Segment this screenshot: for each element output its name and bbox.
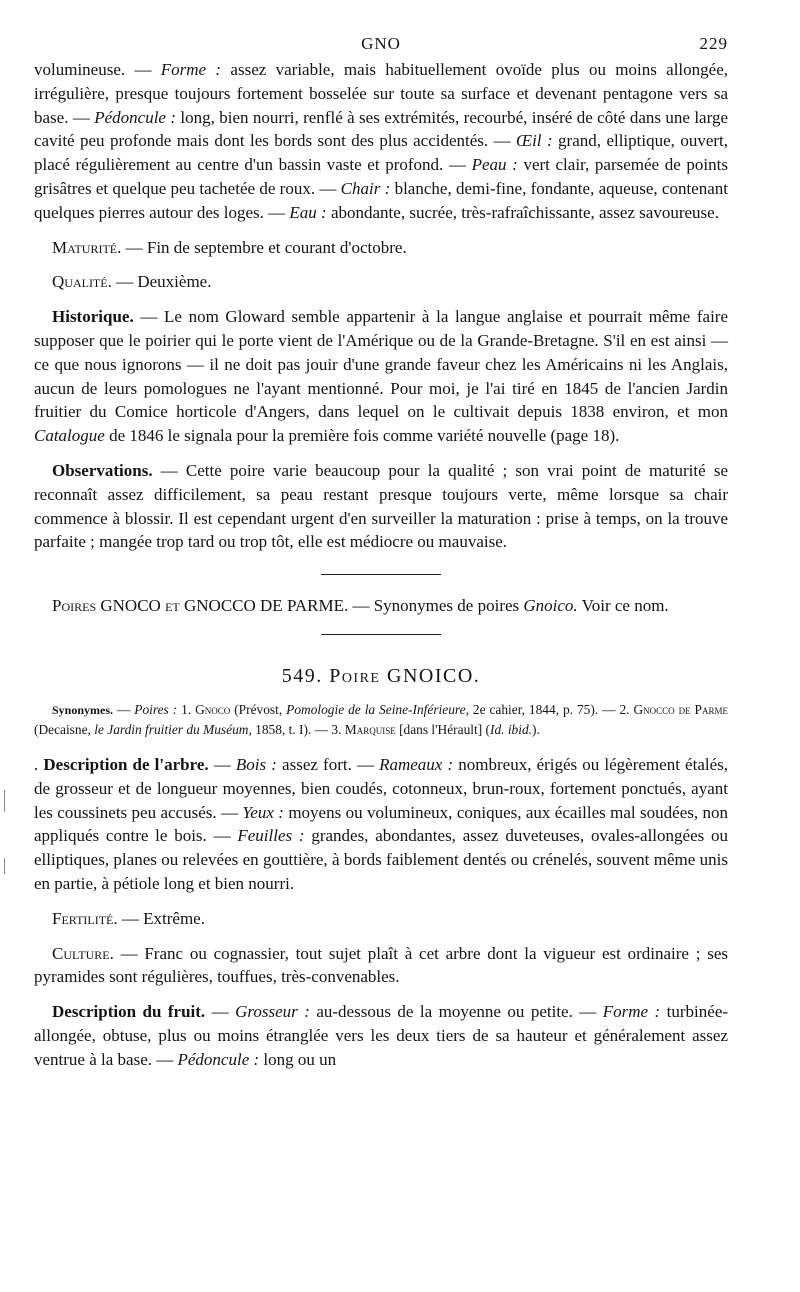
observations-paragraph: Observations. — Cette poire varie beaucoup pour la qualité ; son vrai point de maturité se reconnaît assez difficilement, sa peau restant presque toujours verte, même lorsque sa chair commence à blossir. Il est cependant urgent d'en surveiller la maturation : prise à temps, on la trouve parfaite ; mangée trop tard ou trop tôt, elle est médiocre ou mauvaise.	[34, 460, 728, 552]
culture-paragraph: Culture. — Franc ou cognassier, tout sujet plaît à cet arbre dont la vigueur est ordinaire ; ses pyramides sont régulières, touffues, très-convenables.	[34, 943, 728, 987]
synonymes-paragraph: Synonymes. — Poires : 1. Gnoco (Prévost, Pomologie de la Seine-Inférieure, 2e cahier, 1844, p. 75). — 2. Gnocco de Parme (Decaisne, le Jardin fruitier du Muséum, 1858, t. I). — 3. Marquise [dans l'Hérault] (Id. ibid.).	[34, 701, 728, 738]
section-divider	[321, 634, 441, 635]
arbre-paragraph: . Description de l'arbre. — Bois : assez fort. — Rameaux : nombreux, érigés ou légèrement étalés, de grosseur et de longueur moyennes, bien coudés, cotonneux, brun-roux, fortement ponctués, ayant les coussinets peu accusés. — Yeux : moyens ou volumineux, coniques, aux écailles mal soudées, non appliqués contre le bois. — Feuilles : grandes, abondantes, assez duveteuses, ovales-allongées ou elliptiques, planes ou relevées en gouttière, à bords faiblement dentés ou crénelés, souvent même unis en partie, à pétiole long et bien nourri.	[34, 754, 729, 893]
fruit-description-continued: volumineuse. — Forme : assez variable, mais habituellement ovoïde plus ou moins allongée, irrégulière, presque toujours fortement bosselée sur toute sa surface et devenant pentagone vers sa base. — Pédoncule : long, bien nourri, renflé à ses extrémités, recourbé, inséré de côté dans une large cavité peu profonde mais dont les bords sont des plus accidentés. — Œil : grand, elliptique, ouvert, placé régulièrement au centre d'un bassin vaste et profond. — Peau : vert clair, parsemée de points grisâtres et quelque peu tachetée de roux. — Chair : blanche, demi-fine, fondante, aqueuse, contenant quelques pierres autour des loges. — Eau : abondante, sucrée, très-rafraîchissante, assez savoureuse.	[34, 60, 729, 222]
section-divider	[321, 574, 441, 575]
synonym-note: Poires GNOCO et GNOCCO DE PARME. — Synonymes de poires Gnoico. Voir ce nom.	[52, 596, 669, 616]
entry-heading	[34, 652, 728, 700]
entry-poire: Poire	[329, 664, 381, 687]
running-title: GNO	[361, 34, 401, 53]
page	[34, 30, 728, 1072]
running-head	[34, 30, 728, 58]
fertilite-paragraph: Fertilité. — Extrême.	[52, 908, 205, 928]
entry-name: GNOICO.	[387, 664, 481, 687]
qualite-paragraph: Qualité. — Deuxième.	[52, 272, 212, 292]
historique-paragraph: Historique. — Le nom Gloward semble appartenir à la langue anglaise et pourrait même faire supposer que le poirier qui le porte vient de l'Amérique ou de la Grande-Bretagne. S'il en est ainsi — ce que nous ignorons — il ne doit pas jouir d'une grande faveur chez les Américains ni les Anglais, aucun de leurs pomologues ne l'ayant mentionné. Pour moi, je l'ai tiré en 1845 de l'ancien Jardin fruitier du Comice horticole d'Angers, dans lequel on le cultivait depuis 1838 environ, et mon Catalogue de 1846 le signala pour la première fois comme variété nouvelle (page 18).	[34, 307, 728, 446]
maturite-paragraph: Maturité. — Fin de septembre et courant d'octobre.	[52, 237, 407, 257]
fruit-paragraph: Description du fruit. — Grosseur : au-dessous de la moyenne ou petite. — Forme : turbinée-allongée, obtuse, plus ou moins étranglée vers les deux tiers de sa hauteur et généralement assez ventrue à la base. — Pédoncule : long ou un	[34, 1002, 729, 1069]
page-number: 229	[699, 34, 728, 53]
margin-mark	[4, 790, 5, 812]
entry-number: 549.	[281, 664, 323, 687]
margin-mark	[4, 858, 5, 874]
